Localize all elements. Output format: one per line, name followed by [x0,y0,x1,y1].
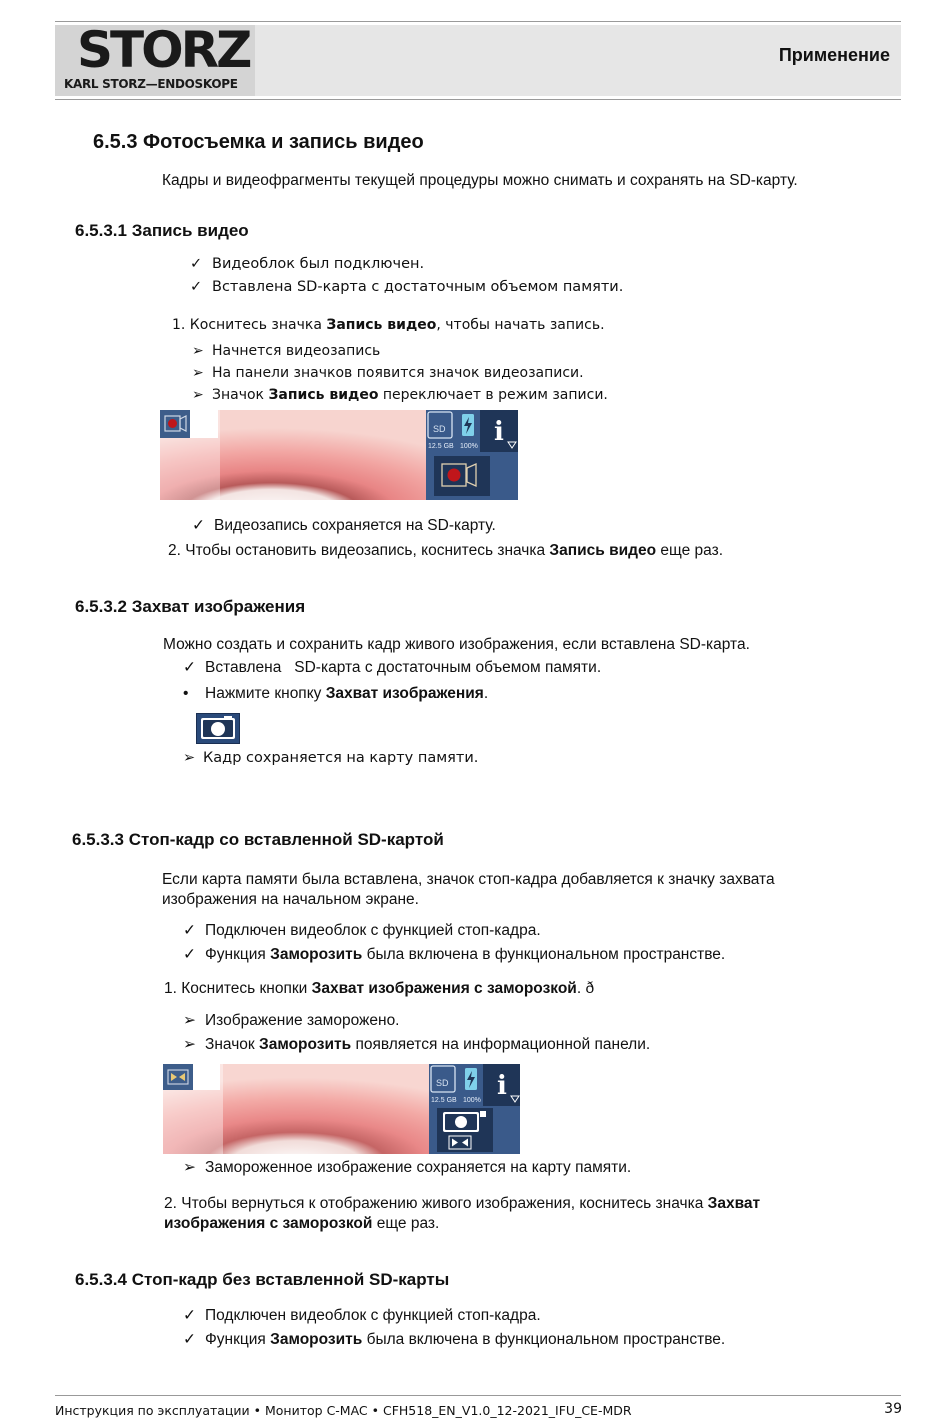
info-icon: i [497,1071,507,1101]
check-mark-icon: ✓ [192,517,205,534]
prereq-text: Вставлена SD-карта с достаточным объемом памяти. [205,659,602,676]
arrow-icon: ➢ [183,1036,196,1053]
result-text: Начнется видеозапись [212,343,381,359]
step-2 [168,541,723,561]
prereq-nosd-1 [183,1306,541,1326]
prereq-nosd-2 [183,1330,725,1350]
step-bold: Захват изображения с заморозкой [164,1195,761,1232]
storage-value: 12.5 GB [428,443,454,450]
step-1 [172,315,605,335]
step-text: 1. Коснитесь значка [172,317,327,333]
arrow-icon: ➢ [183,1159,196,1176]
header-bottom-rule [55,99,901,100]
result-saved [192,516,496,536]
sd-label: SD [433,424,446,434]
camera-capture-icon [196,713,240,749]
result-bold: Заморозить [259,1036,352,1053]
intro-6-5-3: Кадры и видеофрагменты текущей процедуры можно снимать и сохранять на SD-карту. [162,172,798,189]
check-mark-icon: ✓ [183,1307,196,1324]
lock-icon [480,1111,486,1117]
freeze-step-2 [164,1194,864,1234]
check-mark-icon: ✓ [183,659,196,676]
intro-6-5-3-2: Можно создать и сохранить кадр живого изображения, если вставлена SD-карта. [163,636,750,653]
arrow-icon: ➢ [192,343,204,359]
bullet-capture [183,684,488,704]
info-icon: i [494,417,504,447]
footer-text: Инструкция по эксплуатации • Монитор C-MAC • CFH518_EN_V1.0_12-2021_IFU_CE-MDR [55,1403,632,1418]
logo-wordmark: STORZ [77,21,250,79]
result-text: На панели значков появится значок видеозаписи. [212,365,584,381]
step-text: 2. Чтобы вернуться к отображению живого изображения, коснитесь значка [164,1195,708,1212]
result-text: появляется на информационной панели. [351,1036,651,1053]
video-record-screenshot [160,410,518,500]
step-text: . ð [576,980,595,997]
prereq-2 [190,277,623,297]
check-mark-icon: ✓ [190,256,203,272]
heading-6-5-3-1: 6.5.3.1 Запись видео [75,221,249,240]
result-text: переключает в режим записи. [378,387,608,403]
heading-6-5-3-2: 6.5.3.2 Захват изображения [75,597,306,616]
freeze-result-3 [183,1158,631,1178]
prereq-1 [190,254,424,274]
result-text: Видеозапись сохраняется на SD-карту. [214,517,496,534]
freeze-step-1 [164,979,594,999]
freeze-result-2 [183,1035,650,1055]
result-text: Замороженное изображение сохраняется на карту памяти. [205,1159,632,1176]
heading-6-5-3: 6.5.3 Фотосъемка и запись видео [93,131,424,153]
result-capture-saved [183,748,478,768]
arrow-icon: ➢ [192,365,204,381]
prereq-text: была включена в функциональном пространстве. [362,946,726,963]
step-text: еще раз. [372,1215,440,1232]
page-number: 39 [884,1401,902,1417]
endoscope-image [160,410,518,500]
bullet-text: . [483,685,489,702]
check-mark-icon: ✓ [190,279,203,295]
result-text: Значок [205,1036,259,1053]
result-2 [192,363,584,383]
arrow-icon: ➢ [192,387,204,403]
step-bold: Запись видео [326,317,437,333]
bullet-text: Нажмите кнопку [205,685,326,702]
prereq-text: Функция [205,1331,271,1348]
bullet-bold: Захват изображения [325,685,484,702]
intro-6-5-3-3: Если карта памяти была вставлена, значок стоп-кадра добавляется к значку захвата изображения на начальном экране. [162,871,775,908]
prereq-bold: Заморозить [270,1331,363,1348]
prereq-freeze-2 [183,945,725,965]
prereq-sd [183,658,601,678]
step-text: 2. Чтобы остановить видеозапись, коснитесь значка [168,542,550,559]
check-mark-icon: ✓ [183,922,196,939]
sd-label: SD [436,1078,449,1088]
section-title: Применение [778,45,890,65]
result-1 [192,341,380,361]
freeze-result-1 [183,1011,400,1031]
result-bold: Запись видео [268,387,379,403]
result-3 [192,385,608,405]
check-mark-icon: ✓ [183,946,196,963]
storage-value: 12.5 GB [431,1097,457,1104]
step-text: , чтобы начать запись. [436,317,605,333]
prereq-text: была включена в функциональном пространстве. [362,1331,726,1348]
result-text: Значок [212,387,269,403]
prereq-freeze-1 [183,921,541,941]
check-mark-icon: ✓ [183,1331,196,1348]
prereq-text: Подключен видеоблок с функцией стоп-кадра. [205,922,541,939]
result-text: Изображение заморожено. [205,1012,400,1029]
battery-value: 100% [463,1097,481,1104]
step-text: 1. Коснитесь кнопки [164,980,312,997]
logo-subtitle: KARL STORZ—ENDOSKOPE [64,77,238,91]
arrow-icon: ➢ [183,750,196,766]
step-bold: Запись видео [549,542,657,559]
battery-value: 100% [460,443,478,450]
endoscope-image [163,1064,520,1154]
result-text: Кадр сохраняется на карту памяти. [203,750,479,766]
step-text: еще раз. [656,542,724,559]
freeze-screenshot [163,1064,520,1154]
heading-6-5-3-4: 6.5.3.4 Стоп-кадр без вставленной SD-карты [75,1270,450,1289]
prereq-text: Функция [205,946,271,963]
step-bold: Захват изображения с заморозкой [311,980,577,997]
bullet-icon: • [183,685,189,702]
prereq-text: Вставлена SD-карта с достаточным объемом памяти. [212,279,624,295]
heading-6-5-3-3: 6.5.3.3 Стоп-кадр со вставленной SD-картой [72,830,444,849]
footer-rule [55,1395,901,1396]
prereq-text: Подключен видеоблок с функцией стоп-кадра. [205,1307,541,1324]
prereq-bold: Заморозить [270,946,363,963]
arrow-icon: ➢ [183,1012,196,1029]
karl-storz-logo [55,21,255,96]
prereq-text: Видеоблок был подключен. [212,256,425,272]
